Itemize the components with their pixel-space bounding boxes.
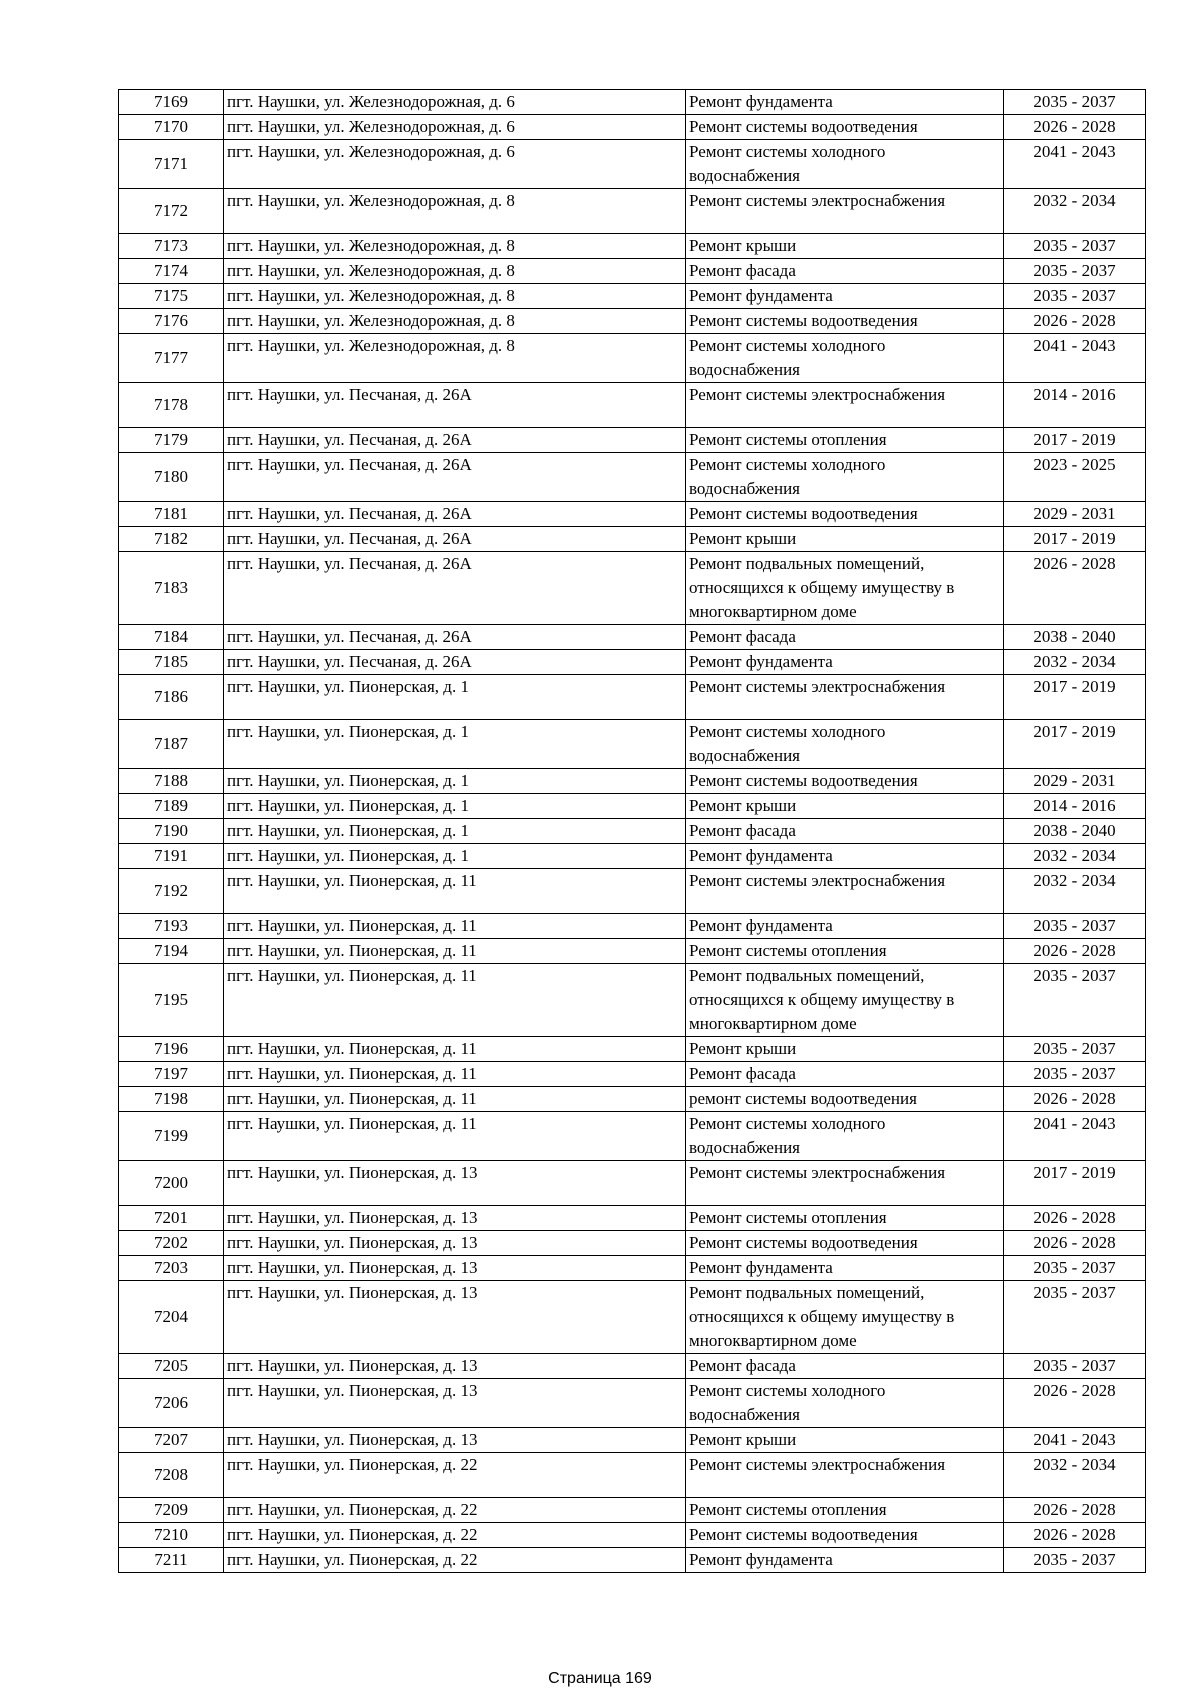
table-row: [119, 309, 1146, 334]
row-address: пгт. Наушки, ул. Песчаная, д. 26А: [224, 650, 686, 675]
row-period: 2035 - 2037: [1004, 1062, 1146, 1087]
row-address: пгт. Наушки, ул. Пионерская, д. 1: [224, 769, 686, 794]
row-work-type: Ремонт системы электроснабжения: [686, 1161, 1004, 1206]
row-work-type: Ремонт фундамента: [686, 914, 1004, 939]
row-number: 7174: [119, 259, 224, 284]
row-number: 7199: [119, 1112, 224, 1161]
row-period: 2035 - 2037: [1004, 1256, 1146, 1281]
table-row: [119, 720, 1146, 769]
row-work-type: Ремонт системы холодного водоснабжения: [686, 140, 1004, 189]
row-address: пгт. Наушки, ул. Пионерская, д. 1: [224, 720, 686, 769]
row-period: 2035 - 2037: [1004, 964, 1146, 1037]
table-row: [119, 1523, 1146, 1548]
row-number: 7170: [119, 115, 224, 140]
row-period: 2029 - 2031: [1004, 502, 1146, 527]
row-number: 7177: [119, 334, 224, 383]
row-work-type: Ремонт фасада: [686, 1354, 1004, 1379]
row-period: 2026 - 2028: [1004, 1379, 1146, 1428]
row-address: пгт. Наушки, ул. Пионерская, д. 11: [224, 914, 686, 939]
row-address: пгт. Наушки, ул. Пионерская, д. 22: [224, 1548, 686, 1573]
row-period: 2035 - 2037: [1004, 1354, 1146, 1379]
row-number: 7193: [119, 914, 224, 939]
row-period: 2035 - 2037: [1004, 1548, 1146, 1573]
table-row: [119, 1498, 1146, 1523]
row-period: 2041 - 2043: [1004, 1428, 1146, 1453]
row-number: 7169: [119, 90, 224, 115]
row-address: пгт. Наушки, ул. Пионерская, д. 22: [224, 1453, 686, 1498]
row-period: 2035 - 2037: [1004, 259, 1146, 284]
row-period: 2035 - 2037: [1004, 90, 1146, 115]
row-period: 2026 - 2028: [1004, 1206, 1146, 1231]
row-address: пгт. Наушки, ул. Пионерская, д. 11: [224, 1062, 686, 1087]
row-address: пгт. Наушки, ул. Пионерская, д. 13: [224, 1428, 686, 1453]
row-number: 7179: [119, 428, 224, 453]
row-number: 7200: [119, 1161, 224, 1206]
table-row: [119, 428, 1146, 453]
row-period: 2026 - 2028: [1004, 309, 1146, 334]
row-address: пгт. Наушки, ул. Песчаная, д. 26А: [224, 383, 686, 428]
table-row: [119, 819, 1146, 844]
table-row: [119, 844, 1146, 869]
row-number: 7189: [119, 794, 224, 819]
row-address: пгт. Наушки, ул. Песчаная, д. 26А: [224, 453, 686, 502]
row-work-type: Ремонт фасада: [686, 625, 1004, 650]
row-number: 7204: [119, 1281, 224, 1354]
row-number: 7180: [119, 453, 224, 502]
row-number: 7183: [119, 552, 224, 625]
row-period: 2017 - 2019: [1004, 720, 1146, 769]
page-number: Страница 169: [548, 1670, 652, 1687]
row-address: пгт. Наушки, ул. Пионерская, д. 22: [224, 1523, 686, 1548]
table-row: [119, 1256, 1146, 1281]
row-address: пгт. Наушки, ул. Пионерская, д. 11: [224, 939, 686, 964]
row-number: 7178: [119, 383, 224, 428]
row-address: пгт. Наушки, ул. Железнодорожная, д. 8: [224, 284, 686, 309]
table-row: [119, 115, 1146, 140]
row-work-type: Ремонт системы электроснабжения: [686, 675, 1004, 720]
row-period: 2017 - 2019: [1004, 675, 1146, 720]
row-period: 2041 - 2043: [1004, 334, 1146, 383]
table-row: [119, 1428, 1146, 1453]
table-row: [119, 1037, 1146, 1062]
row-address: пгт. Наушки, ул. Пионерская, д. 1: [224, 794, 686, 819]
row-number: 7187: [119, 720, 224, 769]
table-row: [119, 794, 1146, 819]
row-number: 7191: [119, 844, 224, 869]
table-row: [119, 1453, 1146, 1498]
row-period: 2035 - 2037: [1004, 284, 1146, 309]
row-period: 2038 - 2040: [1004, 819, 1146, 844]
row-work-type: Ремонт фасада: [686, 1062, 1004, 1087]
row-work-type: Ремонт системы водоотведения: [686, 769, 1004, 794]
row-period: 2035 - 2037: [1004, 234, 1146, 259]
row-work-type: Ремонт фундамента: [686, 650, 1004, 675]
row-address: пгт. Наушки, ул. Пионерская, д. 1: [224, 819, 686, 844]
row-number: 7172: [119, 189, 224, 234]
row-work-type: Ремонт системы водоотведения: [686, 1523, 1004, 1548]
row-address: пгт. Наушки, ул. Пионерская, д. 13: [224, 1231, 686, 1256]
row-work-type: Ремонт фасада: [686, 819, 1004, 844]
table-row: [119, 284, 1146, 309]
row-period: 2029 - 2031: [1004, 769, 1146, 794]
row-work-type: Ремонт крыши: [686, 794, 1004, 819]
row-period: 2032 - 2034: [1004, 844, 1146, 869]
table-row: [119, 675, 1146, 720]
row-number: 7209: [119, 1498, 224, 1523]
row-address: пгт. Наушки, ул. Пионерская, д. 13: [224, 1281, 686, 1354]
row-number: 7197: [119, 1062, 224, 1087]
row-work-type: Ремонт системы холодного водоснабжения: [686, 1379, 1004, 1428]
row-period: 2017 - 2019: [1004, 428, 1146, 453]
row-address: пгт. Наушки, ул. Пионерская, д. 1: [224, 844, 686, 869]
table-row: [119, 140, 1146, 189]
row-period: 2032 - 2034: [1004, 1453, 1146, 1498]
row-period: 2035 - 2037: [1004, 914, 1146, 939]
row-work-type: Ремонт системы водоотведения: [686, 502, 1004, 527]
table-row: [119, 189, 1146, 234]
row-work-type: Ремонт фундамента: [686, 844, 1004, 869]
row-number: 7188: [119, 769, 224, 794]
table-row: [119, 964, 1146, 1037]
table-row: [119, 527, 1146, 552]
row-period: 2014 - 2016: [1004, 383, 1146, 428]
row-address: пгт. Наушки, ул. Железнодорожная, д. 6: [224, 90, 686, 115]
row-number: 7194: [119, 939, 224, 964]
table-row: [119, 914, 1146, 939]
row-period: 2026 - 2028: [1004, 115, 1146, 140]
row-address: пгт. Наушки, ул. Железнодорожная, д. 8: [224, 189, 686, 234]
row-address: пгт. Наушки, ул. Пионерская, д. 11: [224, 869, 686, 914]
row-address: пгт. Наушки, ул. Песчаная, д. 26А: [224, 428, 686, 453]
row-address: пгт. Наушки, ул. Железнодорожная, д. 6: [224, 115, 686, 140]
row-period: 2026 - 2028: [1004, 1231, 1146, 1256]
row-period: 2032 - 2034: [1004, 189, 1146, 234]
row-number: 7208: [119, 1453, 224, 1498]
row-address: пгт. Наушки, ул. Железнодорожная, д. 8: [224, 234, 686, 259]
row-address: пгт. Наушки, ул. Пионерская, д. 11: [224, 1087, 686, 1112]
table-row: [119, 1354, 1146, 1379]
table-row: [119, 1161, 1146, 1206]
row-work-type: Ремонт системы электроснабжения: [686, 383, 1004, 428]
table-row: [119, 1087, 1146, 1112]
row-work-type: Ремонт крыши: [686, 234, 1004, 259]
row-work-type: Ремонт системы холодного водоснабжения: [686, 1112, 1004, 1161]
table-row: [119, 1112, 1146, 1161]
row-address: пгт. Наушки, ул. Пионерская, д. 11: [224, 964, 686, 1037]
row-address: пгт. Наушки, ул. Пионерская, д. 13: [224, 1354, 686, 1379]
row-address: пгт. Наушки, ул. Пионерская, д. 11: [224, 1037, 686, 1062]
table-row: [119, 502, 1146, 527]
table-row: [119, 552, 1146, 625]
row-number: 7207: [119, 1428, 224, 1453]
repair-schedule-table: [118, 89, 1146, 1573]
row-number: 7185: [119, 650, 224, 675]
row-period: 2041 - 2043: [1004, 1112, 1146, 1161]
row-work-type: Ремонт системы водоотведения: [686, 1231, 1004, 1256]
row-address: пгт. Наушки, ул. Песчаная, д. 26А: [224, 527, 686, 552]
row-period: 2026 - 2028: [1004, 552, 1146, 625]
table-row: [119, 869, 1146, 914]
table-row: [119, 383, 1146, 428]
row-work-type: Ремонт системы электроснабжения: [686, 869, 1004, 914]
row-work-type: Ремонт системы холодного водоснабжения: [686, 334, 1004, 383]
row-number: 7201: [119, 1206, 224, 1231]
row-number: 7210: [119, 1523, 224, 1548]
row-period: 2014 - 2016: [1004, 794, 1146, 819]
table-row: [119, 1379, 1146, 1428]
table-body: [119, 90, 1146, 1573]
row-number: 7196: [119, 1037, 224, 1062]
row-period: 2026 - 2028: [1004, 1087, 1146, 1112]
row-work-type: Ремонт системы отопления: [686, 1206, 1004, 1231]
row-number: 7211: [119, 1548, 224, 1573]
row-work-type: Ремонт системы электроснабжения: [686, 1453, 1004, 1498]
row-work-type: Ремонт системы электроснабжения: [686, 189, 1004, 234]
table-row: [119, 259, 1146, 284]
row-period: 2026 - 2028: [1004, 939, 1146, 964]
table-row: [119, 1206, 1146, 1231]
row-work-type: Ремонт крыши: [686, 527, 1004, 552]
row-number: 7203: [119, 1256, 224, 1281]
row-number: 7176: [119, 309, 224, 334]
row-work-type: Ремонт фасада: [686, 259, 1004, 284]
row-work-type: Ремонт системы водоотведения: [686, 309, 1004, 334]
row-work-type: Ремонт системы холодного водоснабжения: [686, 720, 1004, 769]
row-number: 7181: [119, 502, 224, 527]
table-row: [119, 1281, 1146, 1354]
row-work-type: Ремонт системы отопления: [686, 428, 1004, 453]
row-period: 2041 - 2043: [1004, 140, 1146, 189]
row-number: 7202: [119, 1231, 224, 1256]
row-period: 2035 - 2037: [1004, 1281, 1146, 1354]
row-number: 7184: [119, 625, 224, 650]
table-row: [119, 769, 1146, 794]
row-work-type: Ремонт крыши: [686, 1037, 1004, 1062]
table-row: [119, 1062, 1146, 1087]
row-address: пгт. Наушки, ул. Пионерская, д. 13: [224, 1206, 686, 1231]
row-period: 2032 - 2034: [1004, 869, 1146, 914]
table-row: [119, 939, 1146, 964]
row-number: 7198: [119, 1087, 224, 1112]
row-number: 7175: [119, 284, 224, 309]
row-period: 2035 - 2037: [1004, 1037, 1146, 1062]
row-period: 2026 - 2028: [1004, 1498, 1146, 1523]
row-work-type: Ремонт подвальных помещений, относящихся к общему имуществу в многоквартирном доме: [686, 552, 1004, 625]
table-row: [119, 90, 1146, 115]
row-address: пгт. Наушки, ул. Железнодорожная, д. 6: [224, 140, 686, 189]
row-period: 2017 - 2019: [1004, 1161, 1146, 1206]
row-work-type: ремонт системы водоотведения: [686, 1087, 1004, 1112]
row-address: пгт. Наушки, ул. Песчаная, д. 26А: [224, 502, 686, 527]
table-row: [119, 1548, 1146, 1573]
row-number: 7205: [119, 1354, 224, 1379]
row-work-type: Ремонт фундамента: [686, 284, 1004, 309]
table-row: [119, 625, 1146, 650]
row-period: 2023 - 2025: [1004, 453, 1146, 502]
row-address: пгт. Наушки, ул. Железнодорожная, д. 8: [224, 334, 686, 383]
row-period: 2032 - 2034: [1004, 650, 1146, 675]
row-work-type: Ремонт системы водоотведения: [686, 115, 1004, 140]
row-address: пгт. Наушки, ул. Песчаная, д. 26А: [224, 625, 686, 650]
row-work-type: Ремонт системы холодного водоснабжения: [686, 453, 1004, 502]
table-row: [119, 234, 1146, 259]
row-work-type: Ремонт фундамента: [686, 90, 1004, 115]
row-address: пгт. Наушки, ул. Пионерская, д. 1: [224, 675, 686, 720]
row-work-type: Ремонт подвальных помещений, относящихся к общему имуществу в многоквартирном доме: [686, 1281, 1004, 1354]
row-address: пгт. Наушки, ул. Железнодорожная, д. 8: [224, 259, 686, 284]
row-number: 7186: [119, 675, 224, 720]
row-period: 2038 - 2040: [1004, 625, 1146, 650]
row-address: пгт. Наушки, ул. Пионерская, д. 11: [224, 1112, 686, 1161]
row-work-type: Ремонт фундамента: [686, 1256, 1004, 1281]
row-number: 7206: [119, 1379, 224, 1428]
row-address: пгт. Наушки, ул. Пионерская, д. 13: [224, 1379, 686, 1428]
row-work-type: Ремонт фундамента: [686, 1548, 1004, 1573]
row-number: 7171: [119, 140, 224, 189]
row-period: 2026 - 2028: [1004, 1523, 1146, 1548]
table-row: [119, 1231, 1146, 1256]
row-work-type: Ремонт системы отопления: [686, 939, 1004, 964]
row-number: 7182: [119, 527, 224, 552]
row-address: пгт. Наушки, ул. Пионерская, д. 13: [224, 1256, 686, 1281]
row-number: 7192: [119, 869, 224, 914]
row-work-type: Ремонт подвальных помещений, относящихся к общему имуществу в многоквартирном доме: [686, 964, 1004, 1037]
row-address: пгт. Наушки, ул. Железнодорожная, д. 8: [224, 309, 686, 334]
row-number: 7173: [119, 234, 224, 259]
table-row: [119, 334, 1146, 383]
row-number: 7195: [119, 964, 224, 1037]
row-work-type: Ремонт системы отопления: [686, 1498, 1004, 1523]
row-work-type: Ремонт крыши: [686, 1428, 1004, 1453]
table-row: [119, 650, 1146, 675]
row-address: пгт. Наушки, ул. Песчаная, д. 26А: [224, 552, 686, 625]
row-address: пгт. Наушки, ул. Пионерская, д. 13: [224, 1161, 686, 1206]
row-period: 2017 - 2019: [1004, 527, 1146, 552]
table-row: [119, 453, 1146, 502]
row-number: 7190: [119, 819, 224, 844]
row-address: пгт. Наушки, ул. Пионерская, д. 22: [224, 1498, 686, 1523]
